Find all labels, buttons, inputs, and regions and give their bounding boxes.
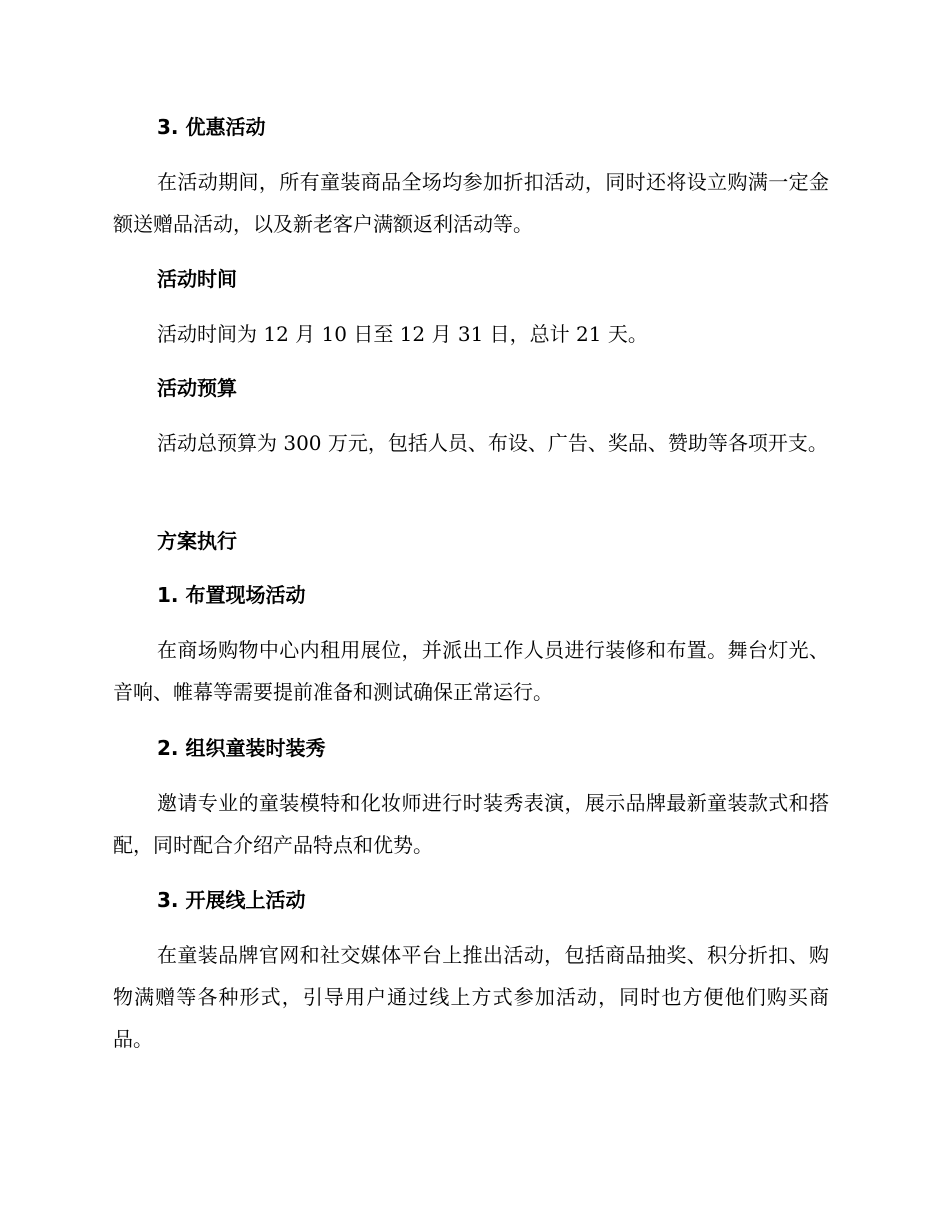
section-text-time: 活动时间为 12 月 10 日至 12 月 31 日，总计 21 天。 xyxy=(157,322,648,346)
section-text-fashion-show: 邀请专业的童装模特和化妆师进行时装秀表演，展示品牌最新童装款式和搭配，同时配合介绍产品特点和优势。 xyxy=(113,791,829,857)
section-heading-fashion-show: 2. 组织童装时装秀 xyxy=(157,736,326,760)
section-text-discount: 在活动期间，所有童装商品全场均参加折扣活动，同时还将设立购满一定金额送赠品活动，以及新老客户满额返利活动等。 xyxy=(113,170,829,236)
section-text-online: 在童装品牌官网和社交媒体平台上推出活动，包括商品抽奖、积分折扣、购物满赠等各种形式，引导用户通过线上方式参加活动，同时也方便他们购买商品。 xyxy=(113,943,829,1051)
section-heading-discount: 3. 优惠活动 xyxy=(157,115,266,139)
section-text-onsite: 在商场购物中心内租用展位，并派出工作人员进行装修和布置。舞台灯光、音响、帷幕等需要提前准备和测试确保正常运行。 xyxy=(113,638,829,704)
section-text-budget: 活动总预算为 300 万元，包括人员、布设、广告、奖品、赞助等各项开支。 xyxy=(157,431,828,455)
section-heading-execution: 方案执行 xyxy=(157,529,237,553)
section-heading-online: 3. 开展线上活动 xyxy=(157,888,306,912)
section-heading-onsite: 1. 布置现场活动 xyxy=(157,583,306,607)
section-heading-time: 活动时间 xyxy=(157,267,237,291)
section-heading-budget: 活动预算 xyxy=(157,376,237,400)
